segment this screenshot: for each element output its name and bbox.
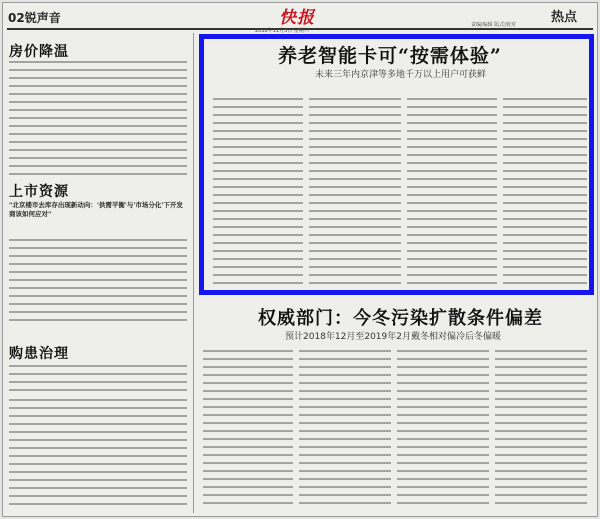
main-subhead: 未来三年内京津等多地千万以上用户可获鲜 — [315, 70, 487, 80]
left-body-3a — [9, 365, 187, 395]
main-headline: 养老智能卡可“按需体验” — [278, 45, 502, 67]
left-headline-1: 房价降温 — [9, 44, 69, 60]
left-body-2 — [9, 239, 187, 323]
second-col-3 — [397, 350, 489, 510]
left-headline-3: 购患治理 — [9, 346, 69, 362]
dateline: 2018年11月3日 星期六 — [255, 28, 309, 34]
left-body-3b — [9, 399, 187, 511]
left-lead-2: "北京楼市去库存出现新动向：'供需平衡'与'市场分化'下开发商该如何应对" — [9, 201, 183, 218]
second-headline: 权威部门：今冬污染扩散条件偏差 — [258, 308, 543, 329]
left-body-1 — [9, 61, 187, 121]
second-col-4 — [495, 350, 587, 510]
main-col-2 — [309, 98, 401, 284]
corner-label: 热点 — [551, 10, 578, 25]
editor-credits: 责编|编辑 版式|校对 — [471, 22, 516, 28]
second-subhead: 预计2018年12月至2019年2月戴冬相对偏冷后冬偏暖 — [285, 332, 501, 342]
column-rule — [193, 33, 194, 513]
main-col-3 — [407, 98, 497, 284]
main-col-4 — [503, 98, 587, 284]
paper-logo: 快报 — [279, 8, 315, 28]
section-label: 02锐声音 — [8, 11, 61, 25]
second-col-1 — [203, 350, 293, 510]
newspaper-page — [2, 2, 598, 517]
left-body-1b — [9, 125, 187, 177]
left-headline-2: 上市资源 — [9, 184, 69, 200]
main-col-1 — [213, 98, 303, 284]
second-col-2 — [299, 350, 391, 510]
